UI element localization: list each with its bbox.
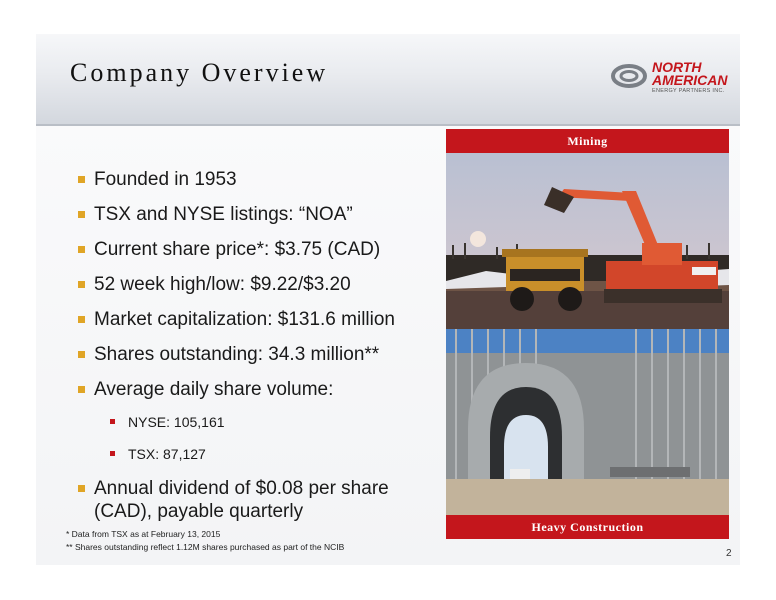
sub-bullet-item: NYSE: 105,161 — [76, 413, 436, 431]
logo-wordmark: NORTH AMERICAN — [652, 59, 728, 88]
header-band — [36, 34, 740, 124]
heavy-construction-label: Heavy Construction — [446, 515, 729, 539]
footnotes — [66, 528, 344, 554]
page-number: 2 — [726, 548, 732, 559]
mining-label: Mining — [446, 129, 729, 153]
bullet-item: Current share price*: $3.75 (CAD) — [76, 238, 436, 261]
bullet-item: Average daily share volume: — [76, 378, 436, 401]
bullet-square-icon — [78, 281, 85, 288]
bullet-square-icon — [78, 485, 85, 492]
bullet-item: Annual dividend of $0.08 per share (CAD), payable quarterly — [76, 477, 436, 523]
header-divider — [36, 124, 740, 126]
bullet-item: TSX and NYSE listings: “NOA” — [76, 203, 436, 226]
bullet-item: 52 week high/low: $9.22/$3.20 — [76, 273, 436, 296]
sub-bullet-square-icon — [110, 451, 115, 456]
bullet-square-icon — [78, 176, 85, 183]
sub-bullet-item: TSX: 87,127 — [76, 445, 436, 463]
slide — [36, 34, 740, 565]
footnote-1: * Data from TSX as at February 13, 2015 — [66, 529, 221, 539]
photo-column — [446, 129, 729, 539]
heavy-construction-photo — [446, 329, 729, 515]
bullet-square-icon — [78, 351, 85, 358]
bullet-square-icon — [78, 246, 85, 253]
logo-swirl-icon — [610, 58, 650, 98]
logo-tagline: ENERGY PARTNERS INC. — [652, 88, 725, 94]
bullet-square-icon — [78, 386, 85, 393]
bullet-item: Shares outstanding: 34.3 million** — [76, 343, 436, 366]
bullet-item: Founded in 1953 — [76, 168, 436, 191]
bullet-square-icon — [78, 316, 85, 323]
footnote-2: ** Shares outstanding reflect 1.12M shares purchased as part of the NCIB — [66, 542, 345, 552]
company-logo — [610, 58, 728, 100]
bullet-item: Market capitalization: $131.6 million — [76, 308, 436, 331]
bullet-list — [76, 168, 436, 535]
bullet-square-icon — [78, 211, 85, 218]
page-title: Company Overview — [70, 58, 329, 87]
mining-photo — [446, 153, 729, 329]
sub-bullet-square-icon — [110, 419, 115, 424]
